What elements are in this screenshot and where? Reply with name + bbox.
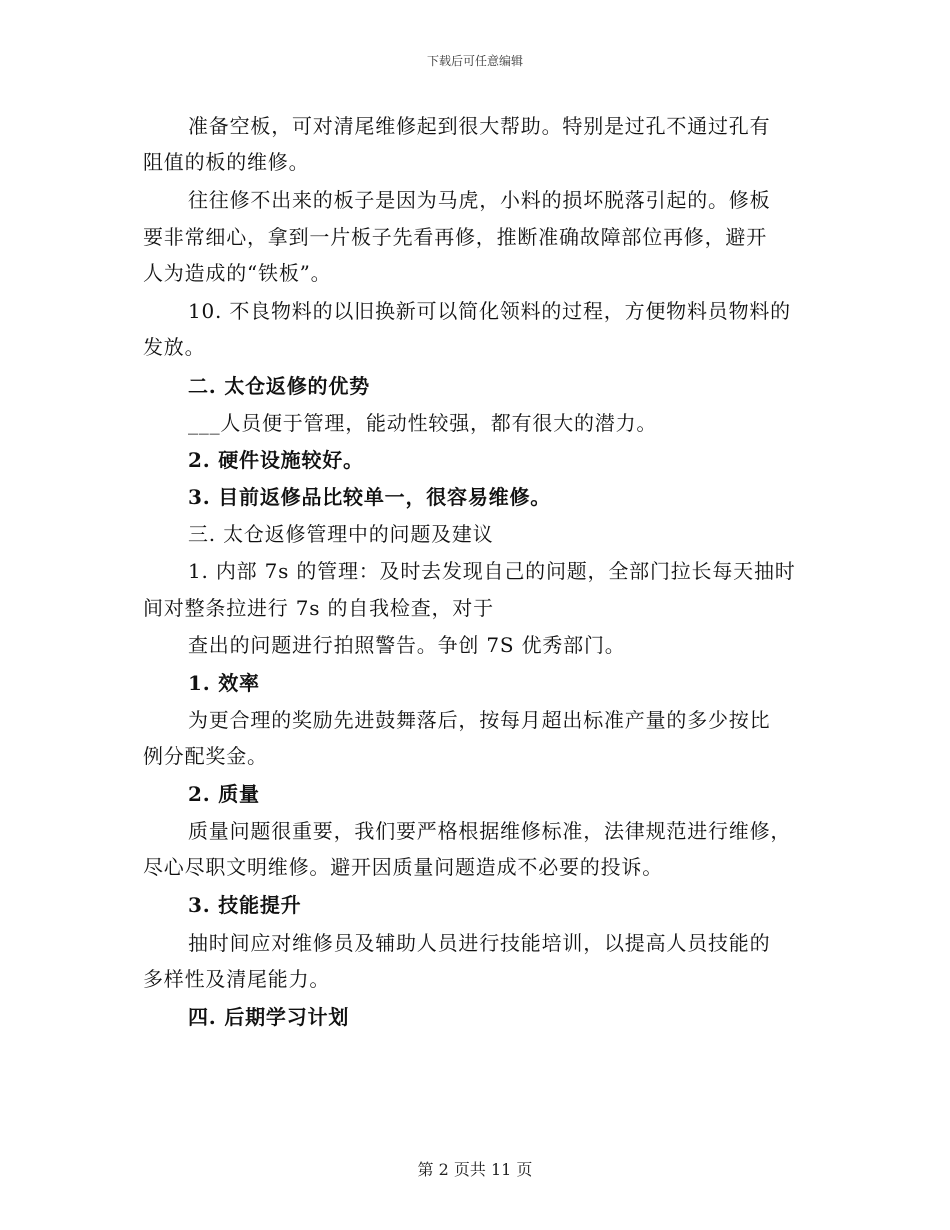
paragraph-line: 为更合理的奖励先进鼓舞落后，按每月超出标准产量的多少按比 xyxy=(188,708,771,732)
paragraph-line: 往往修不出来的板子是因为马虎，小料的损坏脱落引起的。修板 xyxy=(188,188,771,212)
paragraph-line: 准备空板，可对清尾维修起到很大帮助。特别是过孔不通过孔有 xyxy=(188,114,771,138)
paragraph-line: 尽心尽职文明维修。避开因质量问题造成不必要的投诉。 xyxy=(143,855,663,879)
subheading: 1. 效率 xyxy=(188,671,260,695)
paragraph-line: 人为造成的“铁板”。 xyxy=(143,261,332,285)
paragraph-line: 阻值的板的维修。 xyxy=(143,150,310,174)
paragraph-line: 例分配奖金。 xyxy=(143,744,268,768)
section-heading: 三. 太仓返修管理中的问题及建议 xyxy=(188,522,494,546)
paragraph-line: 质量问题很重要，我们要严格根据维修标准，法律规范进行维修， xyxy=(188,819,792,843)
subheading: 2. 硬件设施较好。 xyxy=(188,448,364,472)
paragraph-line: 查出的问题进行拍照警告。争创 7S 优秀部门。 xyxy=(188,633,626,657)
subheading: 3. 目前返修品比较单一，很容易维修。 xyxy=(188,485,552,509)
paragraph-line: 发放。 xyxy=(143,335,206,359)
section-heading: 四. 后期学习计划 xyxy=(188,1005,350,1029)
page-footer: 第 2 页共 11 页 xyxy=(417,1160,533,1179)
section-heading: 二. 太仓返修的优势 xyxy=(188,374,370,398)
paragraph-line: ___人员便于管理，能动性较强，都有很大的潜力。 xyxy=(188,411,658,435)
paragraph-line: 多样性及清尾能力。 xyxy=(143,967,331,991)
paragraph-line: 1. 内部 7s 的管理：及时去发现自己的问题，全部门拉长每天抽时 xyxy=(188,559,796,583)
paragraph-line: 10. 不良物料的以旧换新可以简化领料的过程，方便物料员物料的 xyxy=(188,299,791,323)
paragraph-line: 间对整条拉进行 7s 的自我检查，对于 xyxy=(143,596,494,620)
paragraph-line: 抽时间应对维修员及辅助人员进行技能培训，以提高人员技能的 xyxy=(188,931,771,955)
subheading: 2. 质量 xyxy=(188,782,260,806)
subheading: 3. 技能提升 xyxy=(188,893,302,917)
page-header: 下载后可任意编辑 xyxy=(426,54,523,68)
paragraph-line: 要非常细心，拿到一片板子先看再修，推断准确故障部位再修，避开 xyxy=(143,225,767,249)
